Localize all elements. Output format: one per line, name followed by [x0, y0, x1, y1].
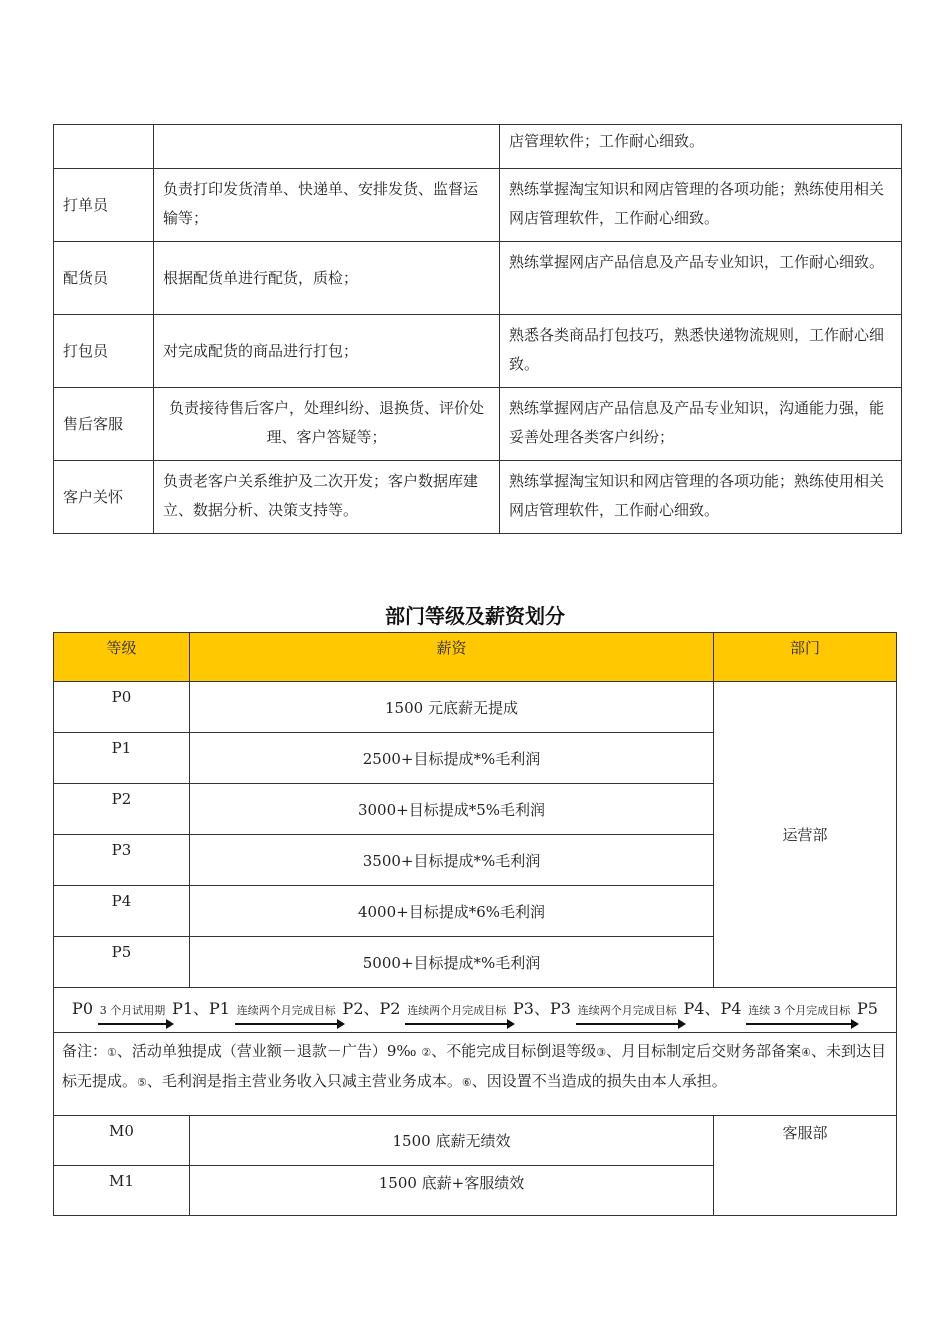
duty-cell: 对完成配货的商品进行打包； — [154, 315, 500, 388]
note-marker: ⑥ — [461, 1076, 472, 1089]
note-text: 、毛利润是指主营业务收入只减主营业务成本。 — [146, 1072, 462, 1090]
progression-row — [54, 988, 897, 1033]
level-cell: P2 — [54, 784, 190, 835]
level-cell: P1 — [54, 733, 190, 784]
note-marker: ⑤ — [137, 1076, 147, 1089]
duty-cell: 负责老客户关系维护及二次开发；客户数据库建立、数据分析、决策支持等。 — [154, 461, 500, 534]
salary-cell: 1500 底薪无绩效 — [190, 1116, 714, 1166]
roles-table — [53, 124, 902, 534]
note-marker: ② — [421, 1046, 432, 1059]
separator: 、 — [363, 998, 380, 1018]
table-row — [54, 125, 902, 169]
duty-cell — [154, 125, 500, 169]
level-cell: M0 — [54, 1116, 190, 1166]
requirement-cell: 熟练掌握网店产品信息及产品专业知识，工作耐心细致。 — [500, 242, 902, 315]
level-label: P2 — [379, 998, 401, 1018]
department-cell: 运营部 — [714, 682, 897, 988]
table-row — [54, 461, 902, 534]
note-marker: ④ — [801, 1046, 812, 1059]
progression-arrow: 连续两个月完成目标 — [576, 1002, 679, 1025]
role-cell: 售后客服 — [54, 388, 154, 461]
note-text: 、不能完成目标倒退等级 — [431, 1042, 597, 1060]
notes-label: 备注： — [62, 1042, 108, 1060]
duty-cell: 根据配货单进行配货，质检； — [154, 242, 500, 315]
progression-cell — [54, 988, 897, 1033]
requirement-cell: 熟练掌握淘宝知识和网店管理的各项功能；熟练使用相关网店管理软件，工作耐心细致。 — [500, 169, 902, 242]
requirement-cell: 熟练掌握淘宝知识和网店管理的各项功能；熟练使用相关网店管理软件，工作耐心细致。 — [500, 461, 902, 534]
separator: 、 — [193, 998, 210, 1018]
table-row — [54, 315, 902, 388]
requirement-cell: 熟练掌握网店产品信息及产品专业知识，沟通能力强，能妥善处理各类客户纠纷； — [500, 388, 902, 461]
separator: 、 — [533, 998, 550, 1018]
notes-cell — [54, 1033, 897, 1116]
note-text: 、活动单独提成（营业额－退款－广告）9‰ — [116, 1042, 417, 1060]
duty-cell: 负责打印发货清单、快递单、安排发货、监督运输等； — [154, 169, 500, 242]
table-row — [54, 1116, 897, 1166]
header-salary: 薪资 — [190, 633, 714, 682]
progression-arrow: 连续两个月完成目标 — [235, 1002, 338, 1025]
level-label: P2 — [342, 998, 364, 1018]
salary-cell: 3500+目标提成*%毛利润 — [190, 835, 714, 886]
table-row — [54, 242, 902, 315]
level-label: P1 — [172, 998, 194, 1018]
role-cell: 配货员 — [54, 242, 154, 315]
separator: 、 — [704, 998, 721, 1018]
level-label: P5 — [857, 998, 878, 1018]
section-title: 部门等级及薪资划分 — [385, 604, 565, 628]
note-text: 、月目标制定后交财务部备案 — [606, 1042, 802, 1060]
notes-row — [54, 1033, 897, 1116]
table-row — [54, 388, 902, 461]
note-marker: ③ — [596, 1046, 607, 1059]
salary-cell: 1500 元底薪无提成 — [190, 682, 714, 733]
note-text: 、因设置不当造成的损失由本人承担。 — [471, 1072, 727, 1090]
role-cell — [54, 125, 154, 169]
level-label: P0 — [72, 998, 93, 1018]
salary-cell: 4000+目标提成*6%毛利润 — [190, 886, 714, 937]
level-label: P1 — [209, 998, 230, 1018]
role-cell: 打包员 — [54, 315, 154, 388]
table-row — [54, 169, 902, 242]
level-label: P3 — [513, 998, 534, 1018]
level-label: P4 — [720, 998, 742, 1018]
progression-arrow: 连续两个月完成目标 — [405, 1002, 508, 1025]
duty-cell: 负责接待售后客户，处理纠纷、退换货、评价处理、客户答疑等； — [154, 388, 500, 461]
level-cell: P4 — [54, 886, 190, 937]
level-cell: P3 — [54, 835, 190, 886]
level-label: P3 — [550, 998, 571, 1018]
department-cell: 客服部 — [714, 1116, 897, 1216]
salary-cell: 5000+目标提成*%毛利润 — [190, 937, 714, 988]
table-row — [54, 682, 897, 733]
progression-arrow: 连续 3 个月完成目标 — [746, 1002, 852, 1025]
requirement-cell: 熟悉各类商品打包技巧，熟悉快递物流规则，工作耐心细致。 — [500, 315, 902, 388]
salary-table — [53, 632, 897, 1216]
header-department: 部门 — [714, 633, 897, 682]
level-cell: M1 — [54, 1166, 190, 1216]
requirement-cell: 店管理软件；工作耐心细致。 — [500, 125, 902, 169]
salary-cell: 2500+目标提成*%毛利润 — [190, 733, 714, 784]
level-label: P4 — [683, 998, 705, 1018]
salary-cell: 3000+目标提成*5%毛利润 — [190, 784, 714, 835]
note-marker: ① — [107, 1046, 117, 1059]
role-cell: 客户关怀 — [54, 461, 154, 534]
level-cell: P0 — [54, 682, 190, 733]
progression-arrow: 3 个月试用期 — [98, 1002, 168, 1025]
role-cell: 打单员 — [54, 169, 154, 242]
table-header-row — [54, 633, 897, 682]
salary-cell: 1500 底薪+客服绩效 — [190, 1166, 714, 1216]
level-cell: P5 — [54, 937, 190, 988]
note-text: 、未到达目标无提成。 — [62, 1042, 887, 1090]
header-level: 等级 — [54, 633, 190, 682]
